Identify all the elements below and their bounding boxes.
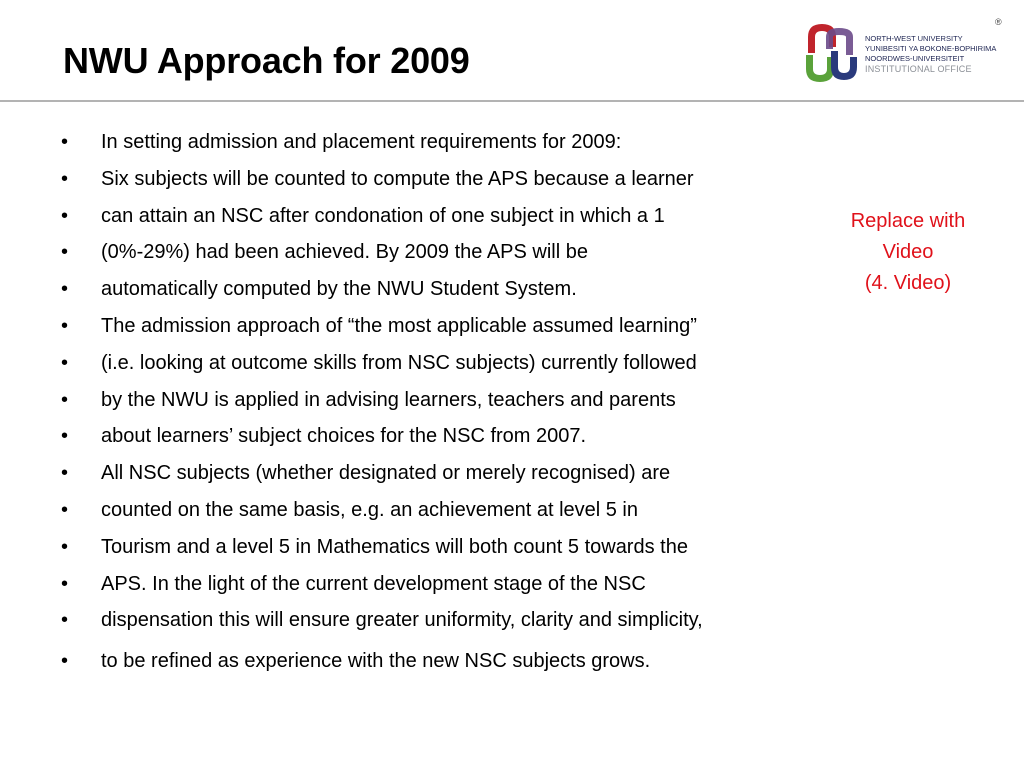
bullet-text: In setting admission and placement requirements for 2009: — [101, 131, 622, 153]
list-item — [61, 238, 703, 275]
bullet-text: Tourism and a level 5 in Mathematics will both count 5 towards the — [101, 535, 688, 558]
bullet-icon: • — [61, 498, 69, 521]
list-item — [61, 275, 703, 312]
list-item — [61, 422, 703, 459]
bullet-text: APS. In the light of the current development stage of the NSC — [101, 572, 646, 595]
nwu-logo — [802, 17, 1012, 85]
list-item — [61, 606, 703, 643]
logo-line-2: YUNIBESITI YA BOKONE-BOPHIRIMA — [865, 44, 997, 53]
bullet-text: (i.e. looking at outcome skills from NSC subjects) currently followed — [101, 351, 697, 374]
nwu-emblem-icon — [802, 21, 860, 83]
list-item — [61, 165, 703, 202]
bullet-icon: • — [61, 535, 69, 558]
bullet-icon: • — [61, 650, 69, 673]
list-item — [61, 496, 703, 533]
note-line-2: Video — [882, 241, 934, 263]
logo-line-1: NORTH-WEST UNIVERSITY — [865, 34, 963, 43]
bullet-text: about learners’ subject choices for the NSC from 2007. — [101, 425, 587, 448]
bullet-icon: • — [61, 314, 69, 337]
bullet-icon: • — [61, 204, 69, 227]
bullet-icon: • — [61, 609, 69, 632]
video-placeholder-note — [828, 206, 988, 299]
bullet-icon: • — [61, 425, 69, 448]
bullet-icon: • — [61, 462, 69, 485]
list-item — [61, 647, 703, 684]
list-item — [61, 533, 703, 570]
bullet-list — [61, 128, 703, 684]
bullet-icon: • — [61, 278, 69, 301]
title-divider — [0, 100, 1024, 102]
bullet-icon: • — [61, 131, 69, 153]
bullet-text: by the NWU is applied in advising learners, teachers and parents — [101, 388, 676, 411]
logo-line-4: INSTITUTIONAL OFFICE — [865, 64, 972, 74]
list-item — [61, 459, 703, 496]
registered-mark: ® — [995, 17, 1002, 27]
bullet-text: Six subjects will be counted to compute the APS because a learner — [101, 167, 694, 190]
bullet-text: can attain an NSC after condonation of one subject in which a 1 — [101, 204, 665, 227]
bullet-icon: • — [61, 572, 69, 595]
bullet-text: counted on the same basis, e.g. an achievement at level 5 in — [101, 498, 639, 521]
bullet-text: to be refined as experience with the new NSC subjects grows. — [101, 650, 651, 673]
list-item — [61, 349, 703, 386]
note-line-3: (4. Video) — [864, 272, 952, 294]
bullet-icon: • — [61, 388, 69, 411]
bullet-text: (0%-29%) had been achieved. By 2009 the APS will be — [101, 241, 588, 264]
bullet-text: All NSC subjects (whether designated or merely recognised) are — [101, 462, 671, 485]
list-item — [61, 570, 703, 607]
bullet-text: automatically computed by the NWU Student System. — [101, 278, 577, 301]
logo-line-3: NOORDWES-UNIVERSITEIT — [865, 54, 965, 63]
list-item — [61, 128, 703, 165]
note-line-1: Replace with — [850, 210, 966, 232]
list-item — [61, 312, 703, 349]
bullet-icon: • — [61, 241, 69, 264]
logo-text — [865, 34, 996, 74]
bullet-icon: • — [61, 351, 69, 374]
bullet-text: dispensation this will ensure greater uniformity, clarity and simplicity, — [101, 609, 703, 632]
list-item — [61, 202, 703, 239]
slide-title: NWU Approach for 2009 — [63, 40, 470, 81]
bullet-icon: • — [61, 167, 69, 190]
bullet-text: The admission approach of “the most applicable assumed learning” — [101, 314, 697, 337]
list-item — [61, 386, 703, 423]
